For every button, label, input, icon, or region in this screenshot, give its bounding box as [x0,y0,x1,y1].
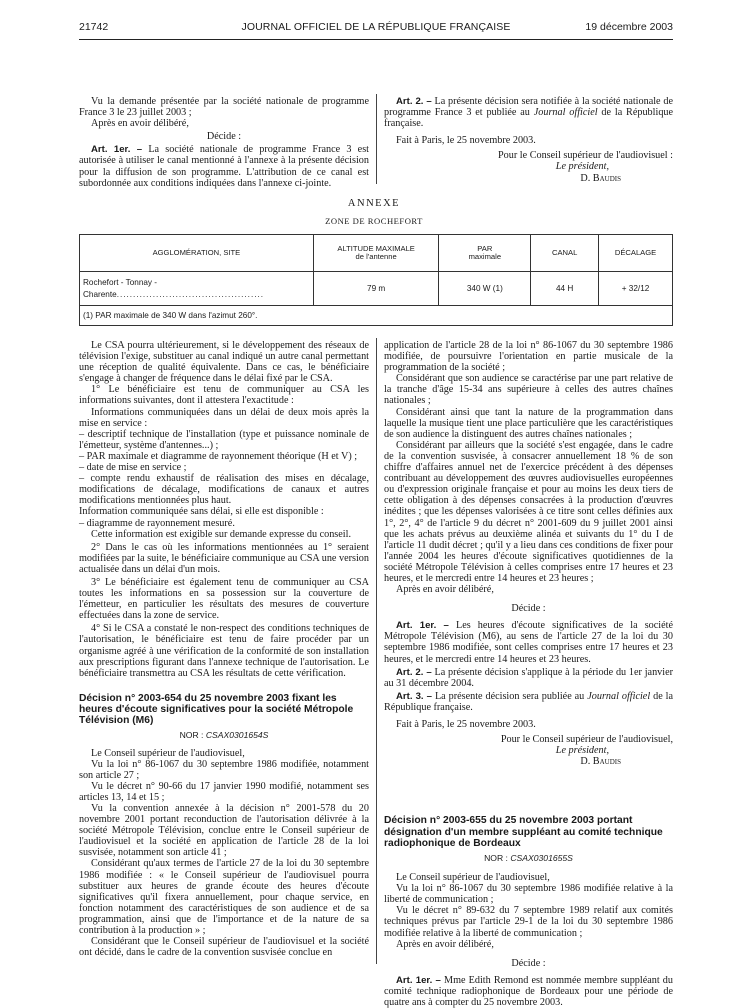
cell-canal: 44 H [531,272,599,306]
annexe-title: ANNEXE [347,198,401,209]
header-rule [79,39,673,40]
paragraph: Après en avoir délibéré, [91,118,189,130]
article-label: Art. 1er. – [91,144,143,156]
paragraph: 3° Le bénéficiaire est également tenu de communiquer au CSA toutes les informations en sa possession sur la couverture de l'émetteur, en particulier les résultats des mesures de couverture effectuées dans la zone de service. [79,576,369,622]
signatory-line: Pour le Conseil supérieur de l'audiovisuel, [500,734,673,746]
paragraph: Considérant que le Conseil supérieur de l'audiovisuel et la société ont décidé, dans le cadre de la convention susvisée conclue en [79,936,369,959]
paragraph: Vu la convention annexée à la décision n° 2001-578 du 20 novembre 2001 portant reconduction de l'autorisation délivrée à la société Métropole Télévision, conclue entre le Conseil supérieur de l'audiovisuel et la société en application de l'article 28 de la loi susvisée, notamment son article 41 ; [79,802,369,859]
president-line: Le président, [555,161,609,173]
journal-reference: Journal officiel [587,690,651,702]
annex-table [79,234,673,326]
column-header-canal: CANAL [531,235,599,272]
article-paragraph [384,691,673,713]
article-paragraph [384,975,673,1008]
article-text: La présente décision s'applique à la période du 1er janvier au 31 décembre 2004. [384,666,674,689]
top-left-column [79,96,369,189]
paragraph: 4° Si le CSA a constaté le non-respect des conditions techniques de l'autorisation, le bénéficiaire est tenu de faire procéder par un organisme agréé à une vérification de la conformité de son installation aux prescriptions figurant dans l'annexe technique de l'autorisation. Le bénéficiaire transmettra au CSA les résultats de cette vérification. [79,623,369,679]
article-label: Art. 3. – [396,690,432,702]
fait-line: Fait à Paris, le 25 novembre 2003. [396,719,536,730]
list-item: – compte rendu exhaustif de réalisation des mises en décalage, modifications de décalage, modifications de canaux et autres modifications mentionnées plus haut. [79,473,369,507]
main-left-column [79,340,369,958]
nor-line: NOR : CSAX0301655S [484,852,573,863]
column-divider [376,338,377,964]
decide-heading: Décide : [511,957,546,969]
article-paragraph [384,96,673,129]
paragraph: Le CSA pourra ultérieurement, si le développement des réseaux de télévision l'exige, substituer au canal indiqué un autre canal permettant une réception de qualité équivalente. Dans ce cas, le bénéficiaire s'engage à changer de fréquence dans le délai fixé par le CSA. [79,340,369,385]
article-label: Art. 1er. – [396,620,449,632]
column-header-decalage: DÉCALAGE [599,235,673,272]
paragraph: Le Conseil supérieur de l'audiovisuel, [396,872,550,884]
article-label: Art. 1er. – [396,974,441,986]
paragraph: Vu le décret n° 89-632 du 7 septembre 1989 relatif aux comités techniques prévus par l'article 29-1 de la loi du 30 septembre 1986 modifiée relative à la liberté de communication ; [384,905,673,939]
nor-line: NOR : CSAX0301654S [179,730,269,741]
paragraph: Information communiquée sans délai, si elle est disponible : [79,506,324,518]
journal-reference: Journal officiel [533,107,598,119]
fait-line: Fait à Paris, le 25 novembre 2003. [396,135,536,147]
list-item: – diagramme de rayonnement mesuré. [79,517,235,529]
article-text: La société nationale de programme France 3 est autorisée à utiliser le canal mentionné à l'annexe à la présente décision pour la diffusion de son programme. L'attribution de ce canal est subordonnée aux conditions indiquées dans l'annexe ci-jointe. [79,144,369,189]
article-text: de la République française. [384,107,674,130]
paragraph: Vu la demande présentée par la société nationale de programme France 3 le 23 juillet 2003 ; [79,96,369,119]
article-text: Mme Edith Remond est nommée membre suppléant du comité technique radiophonique de Bordeaux pour une période de quatre ans à compter du 25 novembre 2003. [384,974,673,1008]
decision-654-title: Décision n° 2003-654 du 25 novembre 2003 fixant les heures d'écoute significatives pour la société Métropole Télévision (M6) [79,692,354,727]
paragraph: Vu la loi n° 86-1067 du 30 septembre 1986 modifiée, notamment son article 27 ; [79,758,369,781]
zone-title: ZONE DE ROCHEFORT [325,216,423,226]
paragraph: Cette information est exigible sur demande expresse du conseil. [91,528,351,540]
nor-code: CSAX0301654S [205,730,269,741]
article-paragraph [384,667,673,689]
nor-code: CSAX0301655S [510,852,573,863]
paragraph: Considérant qu'aux termes de l'article 27 de la loi du 30 septembre 1986 modifiée : « le Conseil supérieur de l'audiovisuel pourra substituer aux heures de grande écoute des heures d'écoute significatives qu'il fixera annuellement, pour chaque service, en fonction notamment des caractéristiques de son audience et de sa programmation, ainsi que de l'importance et de la nature de sa contribution à la production » ; [79,858,369,937]
paragraph: 1° Le bénéficiaire est tenu de communiquer au CSA les informations suivantes, dont il attestera l'exactitude : [79,384,369,407]
paragraph: Considérant que son audience se caractérise par une part relative de la tranche d'âge 15-34 ans supérieure à celles des autres chaînes nationales ; [384,373,673,407]
article-paragraph [79,144,369,188]
decide-heading: Décide : [511,603,546,615]
paragraph: 2° Dans le cas où les informations mentionnées au 1° seraient modifiées par la suite, le bénéficiaire communique au CSA une version actualisée dans un délai d'un mois. [79,541,369,575]
paragraph: Vu la loi n° 86-1067 du 30 septembre 1986 modifiée relative à la liberté de communication ; [384,883,673,906]
cell-site: Rochefort - Tonnay - Charente............................................. [80,272,314,306]
page-header [79,22,673,36]
table-header-row [80,235,673,272]
paragraph: Considérant ainsi que tant la nature de la programmation dans laquelle la musique tient une place particulière que les caractéristiques de son audience la distinguent des autres chaînes nationales ; [384,406,673,440]
paragraph: Après en avoir délibéré, [396,938,494,950]
main-right-column [384,340,673,1008]
signature: D. Baudis [580,172,621,184]
article-text: de la République française. [384,690,674,713]
top-right-column [384,96,673,184]
paragraph: Vu le décret n° 90-66 du 17 janvier 1990 modifié, notamment ses articles 13, 14 et 15 ; [79,780,369,803]
table-note: (1) PAR maximale de 340 W dans l'azimut 260°. [80,306,673,326]
list-item: – PAR maximale et diagramme de rayonnement théorique (H et V) ; [79,450,358,462]
column-header-altitude: ALTITUDE MAXIMALE de l'antenne [313,235,439,272]
article-paragraph [384,620,673,664]
cell-par: 340 W (1) [439,272,531,306]
column-header-site: AGGLOMÉRATION, SITE [80,235,314,272]
article-text: La présente décision sera notifiée à la société nationale de programme France 3 et publiée au [384,96,673,119]
decision-655-title: Décision n° 2003-655 du 25 novembre 2003 portant désignation d'un membre suppléant au comité technique radiophonique de Bordeaux [384,815,663,849]
journal-title: JOURNAL OFFICIEL DE LA RÉPUBLIQUE FRANÇAISE [241,21,511,33]
issue-date: 19 décembre 2003 [585,21,673,33]
column-header-par: PAR maximale [439,235,531,272]
list-item: – descriptif technique de l'installation (type et puissance nominale de l'émetteur, système d'antennes...) ; [79,428,369,451]
paragraph: Le Conseil supérieur de l'audiovisuel, [91,747,245,759]
signature: D. Baudis [580,756,621,768]
paragraph: Considérant par ailleurs que la société s'est engagée, dans le cadre de la convention susvisée, à consacrer annuellement 18 % de son chiffre d'affaires annuel net de l'exercice précédent à des dépenses contribuant au développement des œuvres audiovisuelles européennes ou d'expression originale française et pour au moins les deux tiers de cette obligation à des dépenses consacrées à la production d'œuvres inédites ; que les dépenses valorisées à ce titre sont celles définies aux 1°, 2°, 4° de l'article 9 du décret n° 2001-609 du 9 juillet 2001 ainsi que les achats prévus au deuxième alinéa et suivants du 1° du I de l'article 11 dudit décret ; qu'il y a lieu dans ces conditions de fixer pour l'année 2004 les heures d'écoute significatives quotidiennes de la société Métropole Télévision à celles comprises entre 17 heures et 23 heures, et le mercredi entre 14 heures et 23 heures ; [384,439,673,584]
cell-decalage: + 32/12 [599,272,673,306]
table-row [80,272,673,306]
cell-altitude: 79 m [313,272,439,306]
president-line: Le président, [555,745,609,757]
table-note-row [80,306,673,326]
paragraph: Informations communiquées dans un délai de deux mois après la mise en service : [79,406,369,429]
article-label: Art. 2. – [396,666,432,678]
article-label: Art. 2. – [396,96,432,107]
paragraph: Après en avoir délibéré, [396,584,494,596]
column-divider [376,94,377,184]
decide-heading: Décide : [206,131,242,143]
page-number: 21742 [79,21,109,33]
article-text: La présente décision sera publiée au [434,690,585,702]
signatory-line: Pour le Conseil supérieur de l'audiovisuel : [498,150,673,162]
list-item: – date de mise en service ; [79,462,187,474]
paragraph: application de l'article 28 de la loi n° 86-1067 du 30 septembre 1986 modifiée, de poursuivre l'orientation en partie musicale de la programmation de la société ; [384,340,673,374]
article-text: Les heures d'écoute significatives de la société Métropole Télévision (M6), au sens de l'article 27 de la loi du 30 septembre 1986 modifiée, sont celles comprises entre 17 heures et 23 heures, et le mercredi entre 14 heures et 23 heures. [384,620,673,665]
